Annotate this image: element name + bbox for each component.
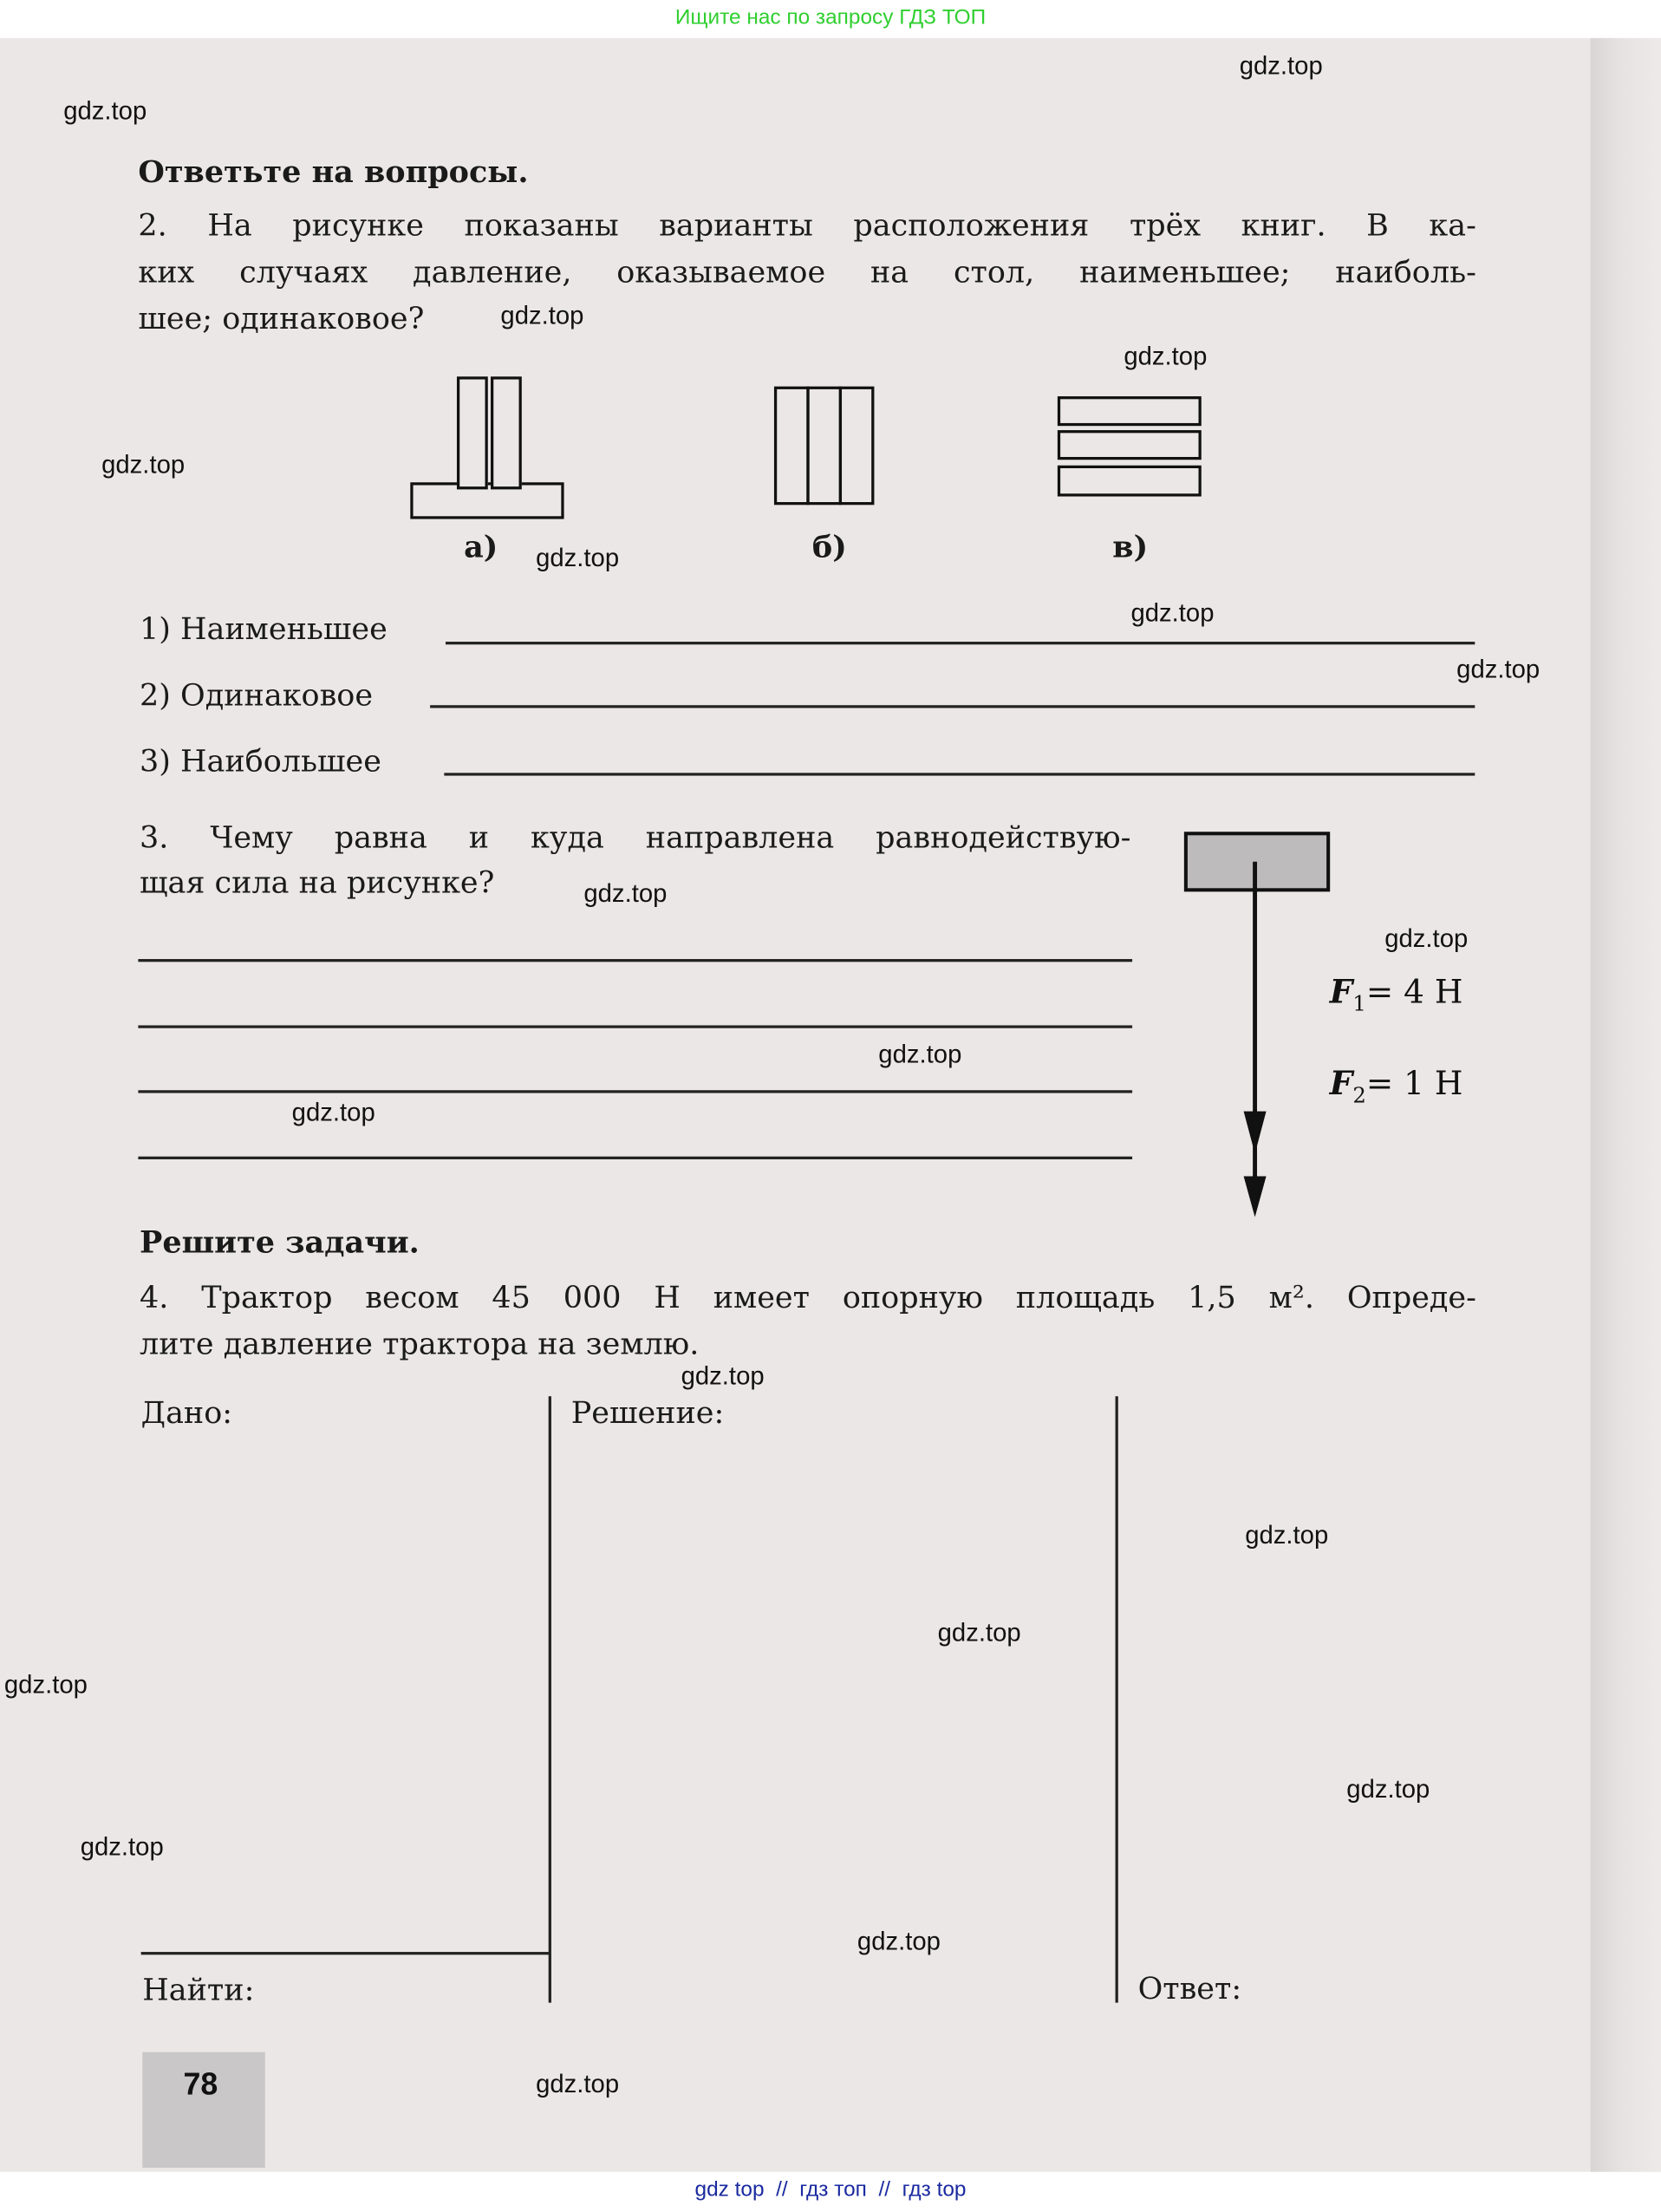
f1-value: = 4 Н	[1365, 974, 1463, 1012]
watermark: gdz.top	[1124, 342, 1208, 370]
q4-line: лите давление трактора на землю.	[140, 1327, 700, 1363]
watermark: gdz.top	[101, 450, 186, 480]
watermark: gdz.top	[3, 1670, 88, 1700]
arrowhead-f2	[1244, 1112, 1267, 1154]
q3-line: 3. Чему равна и куда направлена равнодействую-	[140, 820, 1131, 857]
q3-line: щая сила на рисунке?	[140, 865, 495, 902]
watermark: gdz.top	[536, 544, 620, 572]
solution-label: Решение:	[570, 1396, 725, 1432]
answer-label-equal: 2) Одинаковое	[140, 678, 374, 714]
force-f1-label	[1330, 973, 1463, 1016]
watermark: gdz.top	[937, 1618, 1021, 1647]
watermark: gdz.top	[63, 96, 147, 125]
given-label: Дано:	[140, 1396, 233, 1432]
arrowhead-f1	[1244, 1177, 1267, 1217]
answer-label-least: 1) Наименьшее	[140, 611, 388, 648]
watermark: gdz.top	[80, 1832, 164, 1862]
q2-line: шее; одинаковое?	[138, 302, 425, 337]
watermark: gdz.top	[1456, 655, 1540, 684]
f2-value: = 1 Н	[1365, 1066, 1463, 1103]
search-banner[interactable]	[0, 0, 1661, 38]
footer-text[interactable]: gdz top // гдз топ // гдз top	[694, 2177, 967, 2202]
column-divider	[1116, 1396, 1117, 2002]
f1-symbol: F	[1329, 973, 1353, 1012]
answer-line[interactable]	[138, 1025, 1132, 1027]
watermark: gdz.top	[536, 2069, 620, 2098]
page-number-box	[142, 2052, 265, 2168]
answer-label-greatest: 3) Наибольшее	[140, 744, 381, 780]
force-diagram	[1170, 825, 1353, 1228]
watermark: gdz.top	[878, 1040, 962, 1069]
watermark: gdz.top	[1245, 1521, 1329, 1550]
f2-subscript: 2	[1352, 1082, 1366, 1108]
answer-line[interactable]	[138, 1157, 1132, 1158]
banner-text: Ищите нас по запросу ГДЗ ТОП	[674, 5, 987, 30]
answer-line[interactable]	[138, 959, 1132, 961]
page-edge	[1591, 38, 1661, 2172]
watermark: gdz.top	[291, 1098, 375, 1126]
footer-links[interactable]	[0, 2172, 1661, 2212]
watermark: gdz.top	[1346, 1774, 1430, 1804]
figure-label-a: а)	[464, 530, 498, 566]
q4-line: 4. Трактор весом 45 000 Н имеет опорную площадь 1,5 м². Опреде-	[140, 1280, 1476, 1316]
force-f2-label	[1330, 1065, 1463, 1108]
page-number: 78	[183, 2065, 218, 2102]
answer-line-equal[interactable]	[430, 705, 1475, 707]
answer-label: Ответ:	[1137, 1971, 1242, 2007]
watermark: gdz.top	[857, 1927, 941, 1956]
column-divider	[549, 1396, 550, 2002]
f2-symbol: F	[1329, 1065, 1353, 1103]
section-heading-problems: Решите задачи.	[140, 1225, 420, 1262]
q2-line: ких случаях давление, оказываемое на стол, наименьшее; наиболь-	[138, 255, 1476, 291]
q2-line: 2. На рисунке показаны варианты расположения трёх книг. В ка-	[138, 208, 1476, 245]
answer-line-least[interactable]	[446, 642, 1475, 643]
watermark: gdz.top	[1130, 598, 1215, 627]
watermark: gdz.top	[500, 301, 584, 330]
answer-line[interactable]	[138, 1090, 1132, 1092]
f1-subscript: 1	[1352, 990, 1366, 1017]
figure-label-b: б)	[811, 530, 847, 566]
answer-line-greatest[interactable]	[444, 773, 1475, 774]
watermark: gdz.top	[583, 879, 668, 908]
given-divider	[141, 1952, 550, 1954]
figure-label-c: в)	[1112, 530, 1149, 566]
section-heading-questions: Ответьте на вопросы.	[138, 154, 529, 191]
watermark: gdz.top	[1239, 51, 1323, 80]
watermark: gdz.top	[681, 1361, 765, 1390]
find-label: Найти:	[142, 1973, 255, 2009]
watermark: gdz.top	[1384, 924, 1469, 953]
